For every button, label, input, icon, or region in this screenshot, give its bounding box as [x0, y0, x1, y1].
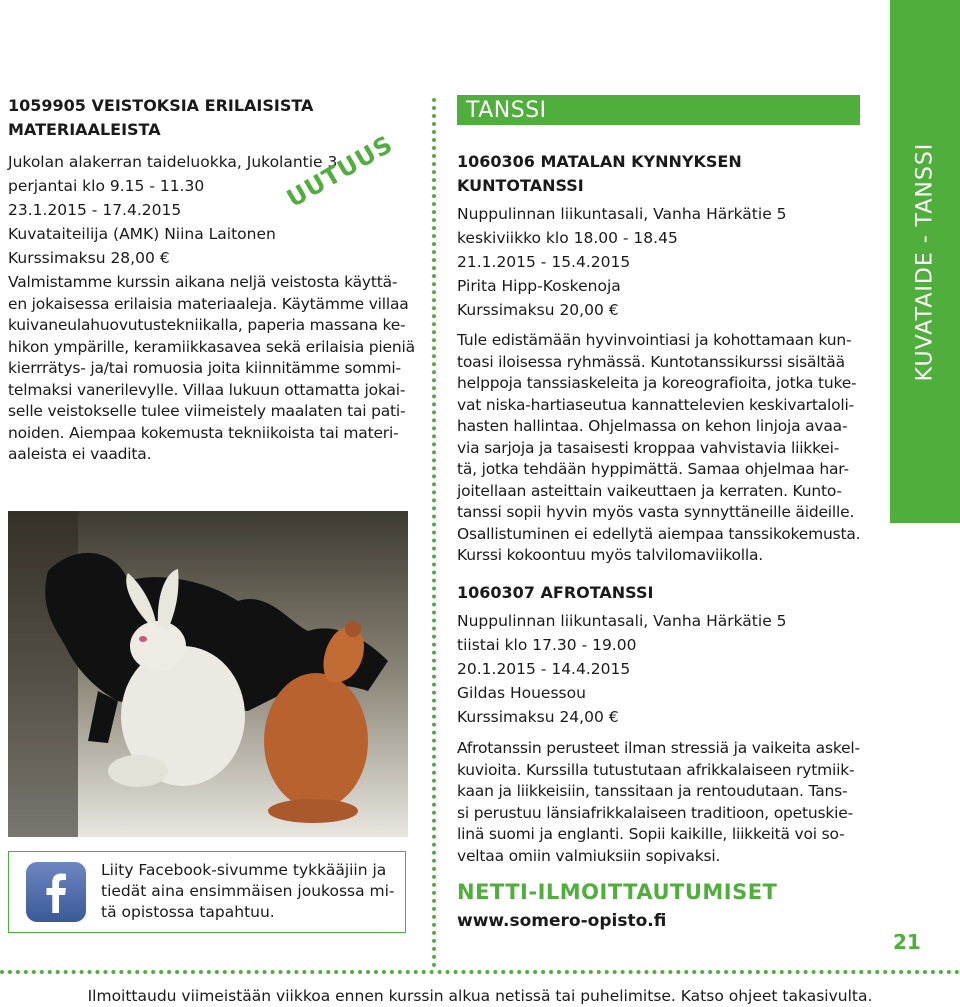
- desc-line: telmaksi vanerilevylle. Villaa lukuun ottamatta jokai-: [8, 380, 406, 399]
- info-dates: 21.1.2015 - 15.4.2015: [457, 253, 631, 271]
- title-line: 1060306 MATALAN KYNNYKSEN: [457, 152, 742, 171]
- desc-line: helppoja tanssiaskeleita ja koreografioita, jotka tuke-: [457, 374, 857, 392]
- info-teacher: Pirita Hipp-Koskenoja: [457, 277, 621, 295]
- course-description-afrotanssi: [457, 738, 867, 867]
- info-teacher: Kuvataiteilija (AMK) Niina Laitonen: [8, 225, 276, 243]
- desc-line: Tule edistämään hyvinvointiasi ja kohottamaan kun-: [457, 331, 852, 349]
- page-number: 21: [893, 930, 921, 954]
- desc-line: Valmistamme kurssin aikana neljä veistosta käyttä-: [8, 273, 398, 291]
- section-side-tab: [890, 0, 960, 523]
- desc-line: aaleista ei vaadita.: [8, 445, 152, 463]
- online-registration-heading: NETTI-ILMOITTAUTUMISET: [457, 880, 778, 904]
- desc-line: tanssi sopii hyvin myös vasta synnyttäneille äideille.: [457, 503, 855, 521]
- course-title-afrotanssi: 1060307 AFROTANSSI: [457, 583, 654, 602]
- course-title-veistoksia: [8, 94, 428, 142]
- notice-line: tiedät aina ensimmäisen joukossa mi-: [101, 882, 395, 900]
- desc-line: selle veistokselle tulee viimeistely maalaten tai pati-: [8, 402, 406, 420]
- info-time: tiistai klo 17.30 - 19.00: [457, 636, 637, 654]
- course-info-kuntotanssi: [457, 202, 857, 322]
- desc-line: en jokaisessa erilaisia materiaaleja. Käytämme villaa: [8, 294, 409, 313]
- desc-line: noiden. Aiempaa kokemusta tekniikoista tai materi-: [8, 423, 399, 442]
- notice-line: Liity Facebook-sivumme tykkääjiin ja: [101, 861, 387, 879]
- desc-line: joitellaan asteittain vaikeuttaen ja kerraten. Kunto-: [457, 481, 842, 500]
- desc-line: hikon ympärille, keramiikkasavea sekä erilaisia pieniä: [8, 337, 415, 356]
- facebook-notice: [8, 851, 406, 933]
- title-line: MATERIAALEISTA: [8, 120, 161, 139]
- title-line: 1059905 VEISTOKSIA ERILAISISTA: [8, 96, 314, 115]
- course-description-veistoksia: [8, 272, 438, 466]
- section-header: TANSSI: [457, 95, 860, 125]
- title-line: KUNTOTANSSI: [457, 176, 584, 195]
- footer-divider: [0, 970, 960, 974]
- info-fee: Kurssimaksu 20,00 €: [457, 301, 619, 319]
- footer-note: Ilmoittaudu viimeistään viikkoa ennen kurssin alkua netissä tai puhelimitse. Katso ohjeet takasivulta.: [87, 987, 873, 1005]
- new-badge: UUTUUS: [282, 129, 398, 213]
- course-info-afrotanssi: [457, 609, 857, 729]
- info-location: Nuppulinnan liikuntasali, Vanha Härkätie 5: [457, 612, 787, 630]
- info-fee: Kurssimaksu 28,00 €: [8, 249, 170, 267]
- desc-line: Kurssi kokoontuu myös talvilomaviikolla.: [457, 546, 763, 564]
- course-description-kuntotanssi: [457, 330, 867, 567]
- desc-line: via sarjoja ja tasaisesti kroppaa vahvistavia liikkei-: [457, 438, 840, 457]
- desc-line: kierrrätys- ja/tai romuosia joita kiinnitämme sommi-: [8, 359, 401, 377]
- info-time: perjantai klo 9.15 - 11.30: [8, 177, 205, 195]
- website-link[interactable]: www.somero-opisto.fi: [457, 911, 667, 931]
- desc-line: tä, jotka tehdään hyppimättä. Samaa ohjelmaa har-: [457, 460, 849, 478]
- side-tab-label: KUVATAIDE - TANSSI: [912, 142, 938, 381]
- desc-line: toasi iloisessa ryhmässä. Kuntotanssikurssi sisältää: [457, 352, 845, 371]
- info-location: Nuppulinnan liikuntasali, Vanha Härkätie 5: [457, 205, 787, 223]
- facebook-icon[interactable]: [25, 861, 87, 923]
- desc-line: veltaa omiin valmiuksiin sopivaksi.: [457, 846, 721, 865]
- desc-line: Osallistuminen ei edellytä aiempaa tanssikokemusta.: [457, 524, 861, 543]
- desc-line: vat niska-hartiaseutua kannattelevien keskivartaloli-: [457, 395, 854, 414]
- desc-line: si perustuu länsiafrikkalaiseen traditioon, opetuskie-: [457, 803, 854, 822]
- sculpture-photo: [8, 511, 408, 837]
- desc-line: linä suomi ja englanti. Sopii kaikille, liikkeitä voi so-: [457, 825, 845, 843]
- info-location: Jukolan alakerran taideluokka, Jukolantie 3: [8, 153, 338, 171]
- desc-line: kaan ja liikkeisiin, tanssitaan ja rentoudutaan. Tans-: [457, 782, 848, 800]
- desc-line: hasten hallintaa. Ohjelmassa on kehon linjoja avaa-: [457, 417, 848, 435]
- desc-line: kuvioita. Kurssilla tutustutaan afrikkalaiseen rytmiik-: [457, 760, 855, 779]
- info-dates: 20.1.2015 - 14.4.2015: [457, 660, 631, 678]
- notice-line: tä opistossa tapahtuu.: [101, 903, 275, 921]
- column-divider: [432, 98, 436, 968]
- desc-line: kuivaneulahuovutustekniikalla, paperia massana ke-: [8, 316, 406, 334]
- info-fee: Kurssimaksu 24,00 €: [457, 708, 619, 726]
- facebook-notice-text: [101, 860, 401, 923]
- info-teacher: Gildas Houessou: [457, 684, 586, 702]
- course-title-kuntotanssi: [457, 150, 857, 198]
- info-dates: 23.1.2015 - 17.4.2015: [8, 201, 182, 219]
- desc-line: Afrotanssin perusteet ilman stressiä ja vaikeita askel-: [457, 739, 860, 757]
- info-time: keskiviikko klo 18.00 - 18.45: [457, 229, 678, 247]
